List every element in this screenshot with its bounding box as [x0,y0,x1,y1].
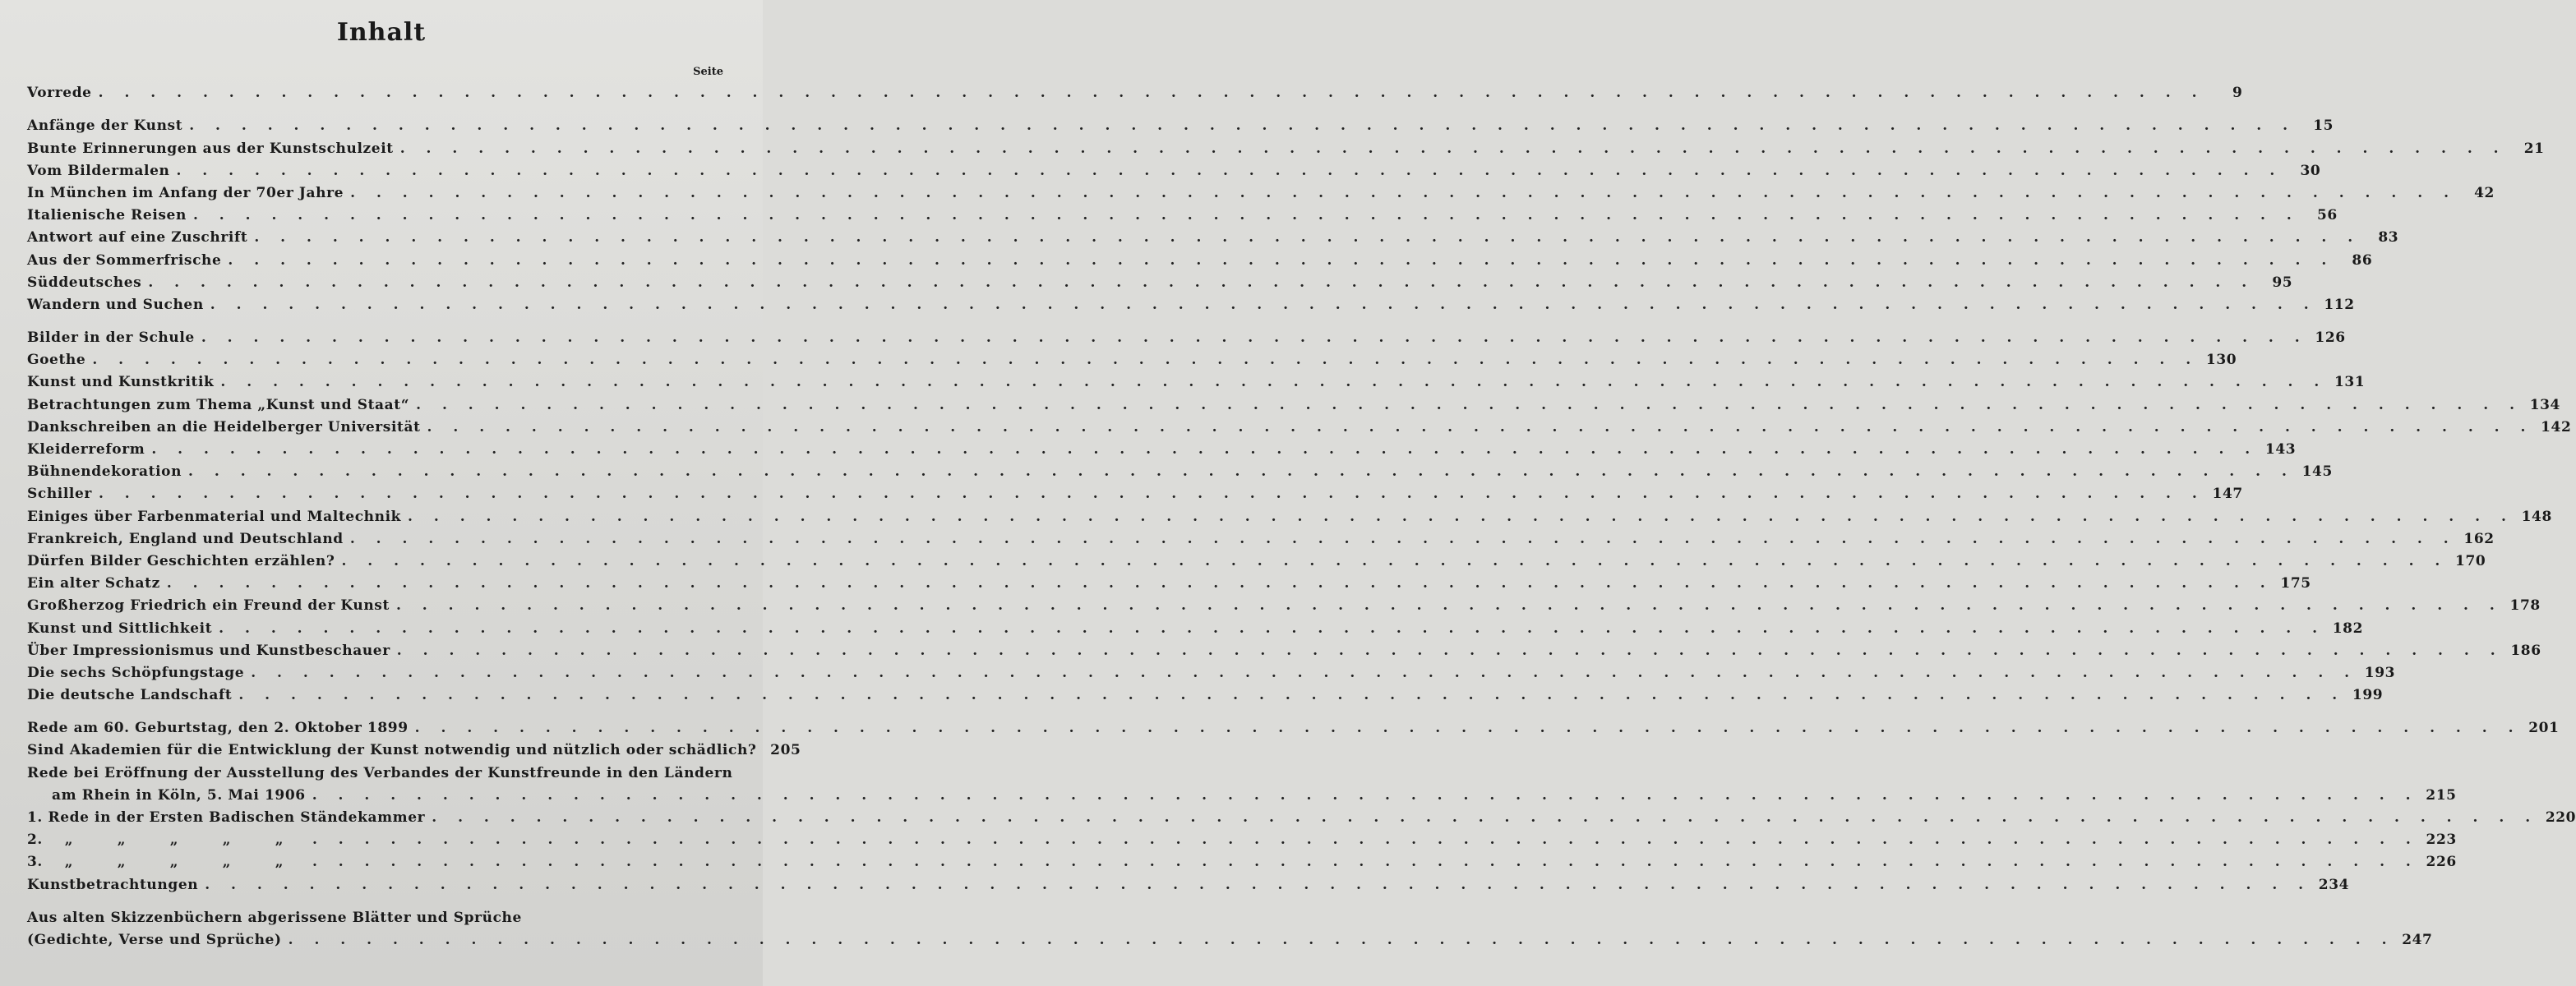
dot-leader: . . . . . . . . . . . . . . . . . . . . . . . . . . . . . . . . . . . . . . . . . . . . . . . . . . . . . . . . . . . . . . . . . . . . . . . . . . . . . . . . . [312,832,2419,849]
toc-entry-page: 126 [2315,329,2346,347]
toc-entry-title: Wandern und Suchen [27,296,204,313]
toc-entry-title: Süddeutsches [27,274,142,291]
toc-entry-title: Sind Akademien für die Entwicklung der Kunst notwendig und nützlich oder schädlich? [27,742,757,759]
toc-entry-page: 86 [2352,251,2373,269]
toc-entry-page: 170 [2455,552,2486,569]
toc-entry [27,324,2346,347]
toc-entry-title: Einiges über Farbenmaterial und Maltechnik [27,508,402,525]
ditto-mark: „ [222,832,232,849]
toc-entry-title: In München im Anfang der 70er Jahre [27,184,344,201]
dot-leader: . . . . . . . . . . . . . . . . . . . . . . . . . . . . . . . . . . . . . . . . . . . . . . . . . . . . . . . . . . . . . . . . . . . . . . . . . . . . . . . . . [432,809,2539,826]
toc-entry-title: Bühnendekoration [27,463,182,481]
toc-entry-page: 148 [2521,508,2552,525]
ditto-marks [43,854,306,870]
dot-leader: . . . . . . . . . . . . . . . . . . . . . . . . . . . . . . . . . . . . . . . . . . . . . . . . . . . . . . . . . . . . . . . . . . . . . . . . . . . . . . . . . [254,229,2361,246]
ditto-mark: „ [275,832,284,849]
dot-leader: . . . . . . . . . . . . . . . . . . . . . . . . . . . . . . . . . . . . . . . . . . . . . . . . . . . . . . . . . . . . . . . . . . . . . . . . . . . . . . . . . [312,786,2419,804]
toc-entry-title: Die sechs Schöpfungstage [27,664,245,681]
dot-leader: . . . . . . . . . . . . . . . . . . . . . . . . . . . . . . . . . . . . . . . . . . . . . . . . . . . . . . . . . . . . . . . . . . . . . . . . . . . . . . . . . [349,530,2457,547]
toc-entry [27,758,733,781]
toc-entry-page: 220 [2545,809,2576,826]
dot-leader: . . . . . . . . . . . . . . . . . . . . . . . . . . . . . . . . . . . . . . . . . . . . . . . . . . . . . . . . . . . . . . . . . . . . . . . . . . . . . . . . . [219,620,2326,637]
toc-entry-page: 247 [2402,931,2433,948]
toc-entry [27,736,801,759]
toc-entry-page: 131 [2334,374,2366,391]
toc-entry [27,681,2384,704]
dot-leader: . . . . . . . . . . . . . . . . . . . . . . . . . . . . . . . . . . . . . . . . . . . . . . . . . . . . . . . . . . . . . . . . . . . . . . . . . . . . . . . . . [92,352,2200,369]
dot-leader: . . . . . . . . . . . . . . . . . . . . . . . . . . . . . . . . . . . . . . . . . . . . . . . . . . . . . . . . . . . . . . . . . . . . . . . . . . . . . . . . . [210,296,2317,313]
page-title: Inhalt [336,18,427,47]
toc-entry [27,435,2297,458]
toc-entry [27,458,2333,481]
toc-entry-page: 143 [2264,441,2297,458]
toc-entry [27,179,2495,201]
toc-entry-page: 30 [2300,162,2321,179]
dot-leader: . . . . . . . . . . . . . . . . . . . . . . . . . . . . . . . . . . . . . . . . . . . . . . . . . . . . . . . . . . . . . . . . . . . . . . . . . . . . . . . . . [399,140,2507,157]
dot-leader: . . . . . . . . . . . . . . . . . . . . . . . . . . . . . . . . . . . . . . . . . . . . . . . . . . . . . . . . . . . . . . . . . . . . . . . . . . . . . . . . . [148,274,2255,291]
toc-entry [27,848,2457,871]
ditto-mark: „ [117,832,127,849]
dot-leader: . . . . . . . . . . . . . . . . . . . . . . . . . . . . . . . . . . . . . . . . . . . . . . . . . . . . . . . . . . . . . . . . . . . . . . . . . . . . . . . . . [312,854,2419,871]
toc-entry-page: 112 [2324,296,2355,313]
group-separator [27,893,724,904]
toc-entry [27,904,724,926]
toc-entry [27,926,2433,948]
ditto-mark: „ [64,832,74,849]
toc-entry [27,502,2552,525]
dot-leader: . . . . . . . . . . . . . . . . . . . . . . . . . . . . . . . . . . . . . . . . . . . . . . . . . . . . . . . . . . . . . . . . . . . . . . . . . . . . . . . . . [288,931,2395,948]
toc-entry-title: Bilder in der Schule [27,329,195,347]
dot-leader: . . . . . . . . . . . . . . . . . . . . . . . . . . . . . . . . . . . . . . . . . . . . . . . . . . . . . . . . . . . . . . . . . . . . . . . . . . . . . . . . . [416,396,2523,413]
toc-entry-page: 134 [2529,396,2560,413]
toc-entry-page: 95 [2272,274,2293,291]
toc-entry-page: 215 [2426,786,2457,804]
toc-entry-title: Dankschreiben an die Heidelberger Universität [27,418,421,435]
toc-entry-page: 147 [2212,486,2243,503]
toc-entry-title: Rede bei Eröffnung der Ausstellung des Verbandes der Kunstfreunde in den Ländern [27,764,733,781]
dot-leader: . . . . . . . . . . . . . . . . . . . . . . . . . . . . . . . . . . . . . . . . . . . . . . . . . . . . . . . . . . . . . . . . . . . . . . . . . . . . . . . . . [341,552,2449,569]
dot-leader: . . . . . . . . . . . . . . . . . . . . . . . . . . . . . . . . . . . . . . . . . . . . . . . . . . . . . . . . . . . . . . . . . . . . . . . . . . . . . . . . . [414,720,2522,737]
dot-leader: . . . . . . . . . . . . . . . . . . . . . . . . . . . . . . . . . . . . . . . . . . . . . . . . . . . . . . . . . . . . . . . . . . . . . . . . . . . . . . . . . [408,508,2514,525]
dot-leader: . . . . . . . . . . . . . . . . . . . . . . . . . . . . . . . . . . . . . . . . . . . . . . . . . . . . . . . . . . . . . . . . . . . . . . . . . . . . . . . . . [228,251,2335,269]
ditto-mark: „ [169,832,179,849]
toc-entry [27,804,2576,826]
toc-entry-title: Über Impressionismus und Kunstbeschauer [27,642,390,659]
toc-entry-title: Vorrede [27,85,92,102]
toc-entry [27,826,2457,849]
toc-entry-page: 178 [2509,597,2541,615]
toc-entry-page: 42 [2474,184,2495,201]
toc-entry [27,659,2396,681]
toc-entry [27,223,2399,246]
toc-entry-title: Ein alter Schatz [27,575,160,592]
toc-entry-page: 223 [2426,832,2457,849]
dot-leader: . . . . . . . . . . . . . . . . . . . . . . . . . . . . . . . . . . . . . . . . . . . . . . . . . . . . . . . . . . . . . . . . . . . . . . . . . . . . . . . . . [396,642,2504,659]
table-of-contents [27,79,2576,948]
toc-entry-title: Anfänge der Kunst [27,117,183,135]
dot-leader: . . . . . . . . . . . . . . . . . . . . . . . . . . . . . . . . . . . . . . . . . . . . . . . . . . . . . . . . . . . . . . . . . . . . . . . . . . . . . . . . . [201,329,2308,347]
toc-entry [27,480,2243,503]
group-separator [27,703,724,714]
toc-entry-page: 226 [2426,854,2457,871]
toc-entry-page: 21 [2523,140,2545,157]
ditto-mark: „ [275,854,284,871]
ditto-mark: „ [117,854,127,871]
toc-entry [27,714,2560,737]
ditto-mark: „ [64,854,74,871]
dot-leader: . . . . . . . . . . . . . . . . . . . . . . . . . . . . . . . . . . . . . . . . . . . . . . . . . . . . . . . . . . . . . . . . . . . . . . . . . . . . . . . . . [188,463,2295,481]
toc-entry [27,870,2350,893]
toc-entry [27,413,2572,435]
toc-entry-title: Schiller [27,486,92,503]
toc-entry-page: 205 [770,742,801,759]
toc-entry-page: 142 [2541,418,2572,435]
toc-entry [27,134,2545,157]
toc-entry [27,157,2321,179]
toc-entry [27,390,2560,413]
toc-entry-title: Kunst und Kunstkritik [27,374,215,391]
toc-entry-title: am Rhein in Köln, 5. Mai 1906 [52,786,306,804]
toc-entry-title: Betrachtungen zum Thema „Kunst und Staat“ [27,396,410,413]
toc-entry [27,637,2541,659]
toc-entry [27,112,2334,135]
toc-entry [27,781,2457,804]
toc-entry-page: 193 [2364,664,2396,681]
toc-entry [27,547,2486,569]
toc-entry [27,246,2373,269]
toc-entry-title: Bunte Erinnerungen aus der Kunstschulzeit [27,140,394,157]
dot-leader: . . . . . . . . . . . . . . . . . . . . . . . . . . . . . . . . . . . . . . . . . . . . . . . . . . . . . . . . . . . . . . . . . . . . . . . . . . . . . . . . . [189,117,2297,135]
toc-entry-page: 56 [2316,207,2338,224]
page-column-label: Seite [693,66,723,78]
toc-entry-page: 175 [2280,575,2311,592]
dot-leader: . . . . . . . . . . . . . . . . . . . . . . . . . . . . . . . . . . . . . . . . . . . . . . . . . . . . . . . . . . . . . . . . . . . . . . . . . . . . . . . . . [238,687,2346,704]
toc-entry-title: Großherzog Friedrich ein Freund der Kunst [27,597,390,615]
toc-entry [27,346,2237,369]
dot-leader: . . . . . . . . . . . . . . . . . . . . . . . . . . . . . . . . . . . . . . . . . . . . . . . . . . . . . . . . . . . . . . . . . . . . . . . . . . . . . . . . . [395,597,2503,615]
toc-entry-title: Vom Bildermalen [27,162,170,179]
toc-entry-page: 234 [2318,876,2350,893]
dot-leader: . . . . . . . . . . . . . . . . . . . . . . . . . . . . . . . . . . . . . . . . . . . . . . . . . . . . . . . . . . . . . . . . . . . . . . . . . . . . . . . . . [166,575,2274,592]
toc-entry-page: 186 [2510,642,2541,659]
toc-entry-title: Aus alten Skizzenbüchern abgerissene Blätter und Sprüche [27,909,522,926]
toc-entry [27,269,2293,291]
toc-entry-page: 162 [2463,530,2495,547]
dot-leader: . . . . . . . . . . . . . . . . . . . . . . . . . . . . . . . . . . . . . . . . . . . . . . . . . . . . . . . . . . . . . . . . . . . . . . . . . . . . . . . . . [251,664,2358,681]
dot-leader: . . . . . . . . . . . . . . . . . . . . . . . . . . . . . . . . . . . . . . . . . . . . . . . . . . . . . . . . . . . . . . . . . . . . . . . . . . . . . . . . . [205,876,2312,893]
toc-entry-title: Rede am 60. Geburtstag, den 2. Oktober 1899 [27,720,409,737]
toc-entry-title: 3. [27,854,43,871]
toc-entry-page: 83 [2378,229,2399,246]
toc-entry-page: 130 [2205,352,2237,369]
dot-leader: . . . . . . . . . . . . . . . . . . . . . . . . . . . . . . . . . . . . . . . . . . . . . . . . . . . . . . . . . . . . . . . . . . . . . . . . . . . . . . . . . [98,85,2205,102]
toc-entry [27,569,2311,592]
toc-entry [27,201,2338,224]
toc-entry-title: Dürfen Bilder Geschichten erzählen? [27,552,335,569]
toc-entry-title: Kunst und Sittlichkeit [27,620,213,637]
dot-leader: . . . . . . . . . . . . . . . . . . . . . . . . . . . . . . . . . . . . . . . . . . . . . . . . . . . . . . . . . . . . . . . . . . . . . . . . . . . . . . . . . [176,162,2283,179]
group-separator [27,101,724,112]
toc-entry-page: 199 [2352,687,2384,704]
group-separator [27,313,724,324]
toc-entry [27,291,2355,313]
dot-leader: . . . . . . . . . . . . . . . . . . . . . . . . . . . . . . . . . . . . . . . . . . . . . . . . . . . . . . . . . . . . . . . . . . . . . . . . . . . . . . . . . [350,184,2457,201]
toc-entry [27,614,2364,637]
toc-entry-page: 15 [2313,117,2334,135]
toc-entry-title: Goethe [27,352,86,369]
toc-entry-title: (Gedichte, Verse und Sprüche) [27,931,282,948]
toc-entry [27,525,2495,547]
ditto-mark: „ [222,854,232,871]
toc-entry-title: 2. [27,832,43,849]
toc-entry-title: Italienische Reisen [27,207,187,224]
dot-leader: . . . . . . . . . . . . . . . . . . . . . . . . . . . . . . . . . . . . . . . . . . . . . . . . . . . . . . . . . . . . . . . . . . . . . . . . . . . . . . . . . [98,486,2205,503]
dot-leader: . . . . . . . . . . . . . . . . . . . . . . . . . . . . . . . . . . . . . . . . . . . . . . . . . . . . . . . . . . . . . . . . . . . . . . . . . . . . . . . . . [427,418,2534,435]
toc-entry-title: Kunstbetrachtungen [27,876,199,893]
toc-entry [27,79,2243,102]
toc-entry [27,592,2541,615]
toc-entry-title: Aus der Sommerfrische [27,251,222,269]
dot-leader: . . . . . . . . . . . . . . . . . . . . . . . . . . . . . . . . . . . . . . . . . . . . . . . . . . . . . . . . . . . . . . . . . . . . . . . . . . . . . . . . . [192,207,2300,224]
toc-entry-page: 145 [2301,463,2333,481]
toc-entry-page: 9 [2232,85,2243,102]
toc-entry-title: Die deutsche Landschaft [27,687,233,704]
toc-entry-title: Kleiderreform [27,441,145,458]
toc-entry-page: 201 [2528,720,2560,737]
toc-entry [27,368,2366,391]
toc-entry-title: Frankreich, England und Deutschland [27,530,344,547]
ditto-marks [43,832,306,848]
ditto-mark: „ [169,854,179,871]
dot-leader: . . . . . . . . . . . . . . . . . . . . . . . . . . . . . . . . . . . . . . . . . . . . . . . . . . . . . . . . . . . . . . . . . . . . . . . . . . . . . . . . . [151,441,2259,458]
dot-leader: . . . . . . . . . . . . . . . . . . . . . . . . . . . . . . . . . . . . . . . . . . . . . . . . . . . . . . . . . . . . . . . . . . . . . . . . . . . . . . . . . [220,374,2328,391]
toc-entry-title: Antwort auf eine Zuschrift [27,229,248,246]
toc-entry-page: 182 [2332,620,2364,637]
toc-entry-title: 1. Rede in der Ersten Badischen Ständekammer [27,809,426,826]
